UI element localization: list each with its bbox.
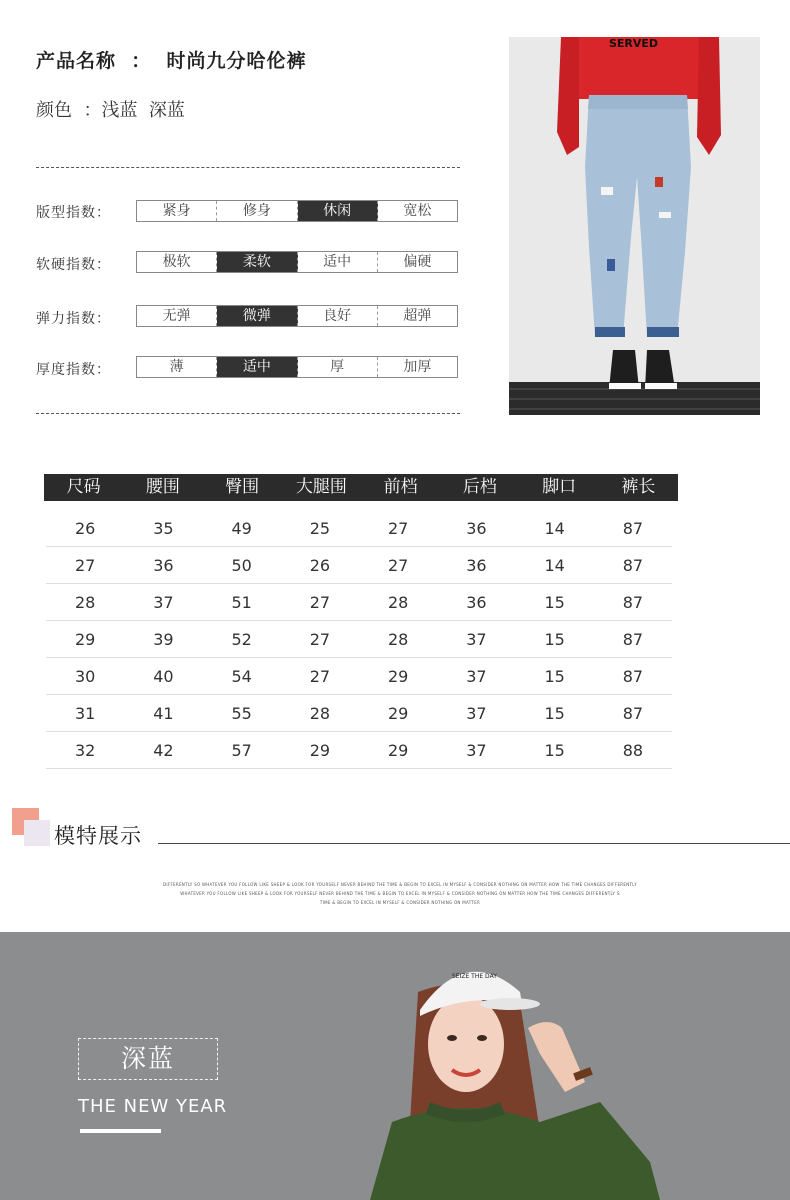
fine-print: DIFFERENTLY SO WHATEVER YOU FOLLOW LIKE SHEEP & LOOK FOR YOURSELF NEVER BEHIND THE TIME & BEGIN TO EXCEL IN MYSELF & CONSIDER NOTHING ON MATTER HOW THE TIME CHANGES DIFFERENTLY	[162, 882, 637, 887]
section-title: 模特展示	[54, 824, 142, 848]
table-row	[46, 658, 672, 695]
table-cell: 15	[544, 666, 565, 686]
table-cell: 27	[74, 555, 96, 575]
table-cell: 14	[544, 518, 565, 538]
table-row	[46, 547, 672, 584]
accent-square-light	[24, 820, 50, 846]
table-cell: 87	[622, 592, 644, 612]
table-cell: 32	[74, 740, 96, 760]
table-cell: 49	[231, 518, 252, 538]
column-header: 大腿围	[295, 477, 347, 497]
table-row	[46, 584, 672, 621]
column-header: 尺码	[66, 477, 101, 497]
table-cell: 52	[231, 629, 252, 649]
table-cell: 28	[74, 592, 96, 612]
index-option: 无弹	[137, 306, 217, 326]
table-cell: 40	[153, 666, 174, 686]
table-cell: 28	[387, 592, 409, 612]
index-label: 厚度指数：	[36, 362, 111, 378]
table-cell: 55	[231, 703, 252, 723]
index-option: 紧身	[137, 201, 217, 221]
column-header: 后档	[462, 477, 497, 497]
table-cell: 27	[309, 629, 331, 649]
table-cell: 37	[466, 740, 487, 760]
banner-underline	[80, 1129, 161, 1133]
column-header: 脚口	[542, 477, 577, 497]
index-scale	[136, 305, 458, 327]
table-cell: 36	[466, 555, 487, 575]
table-cell: 36	[466, 592, 487, 612]
svg-text:SERVED: SERVED	[609, 37, 659, 50]
svg-text:SEIZE THE DAY: SEIZE THE DAY	[452, 973, 497, 980]
table-cell: 15	[544, 629, 565, 649]
table-cell: 31	[74, 703, 96, 723]
divider-bottom	[36, 413, 460, 414]
index-scale	[136, 251, 458, 273]
table-cell: 30	[74, 666, 96, 686]
fine-print: TIME & BEGIN TO EXCEL IN MYSELF & CONSIDER NOTHING ON MATTER	[319, 900, 481, 905]
index-option: 极软	[137, 252, 217, 272]
index-option: 超弹	[403, 308, 432, 324]
table-cell: 14	[544, 555, 565, 575]
table-cell: 51	[231, 592, 252, 612]
table-cell: 37	[466, 666, 487, 686]
fine-print: WHATEVER YOU FOLLOW LIKE SHEEP & LOOK FOR YOURSELF NEVER BEHIND THE TIME & BEGIN TO EXCEL IN MYSELF & CONSIDER NOTHING ON MATTER HOW THE TIME CHANGES DIFFERENTLY S	[180, 891, 620, 896]
table-cell: 37	[466, 703, 487, 723]
index-label: 软硬指数：	[36, 257, 111, 273]
jeans-illustration	[509, 37, 760, 415]
table-cell: 35	[153, 518, 174, 538]
table-cell: 39	[153, 629, 174, 649]
table-cell: 87	[622, 703, 644, 723]
index-option: 偏硬	[403, 254, 432, 270]
product-name: 产品名称 ： 时尚九分哈伦裤	[36, 50, 307, 72]
index-label: 版型指数：	[36, 205, 111, 221]
color-badge: 深蓝	[78, 1038, 218, 1080]
index-option-selected: 适中	[217, 357, 297, 377]
table-row	[46, 621, 672, 658]
table-cell: 36	[466, 518, 487, 538]
product-colors: 颜色 ：浅蓝 深蓝	[36, 100, 185, 121]
table-cell: 50	[231, 555, 252, 575]
table-cell: 57	[231, 740, 252, 760]
index-option: 适中	[298, 252, 378, 272]
index-option: 修身	[217, 201, 297, 221]
index-label: 弹力指数：	[36, 311, 111, 327]
table-cell: 26	[74, 518, 96, 538]
table-cell: 29	[387, 703, 409, 723]
table-cell: 27	[387, 518, 409, 538]
table-cell: 41	[153, 703, 174, 723]
index-option: 良好	[298, 306, 378, 326]
table-cell: 54	[231, 666, 252, 686]
column-header: 臀围	[225, 477, 260, 497]
table-row	[46, 695, 672, 732]
divider-top	[36, 167, 460, 168]
table-cell: 36	[153, 555, 174, 575]
table-cell: 28	[387, 629, 409, 649]
column-header: 前档	[383, 477, 418, 497]
table-cell: 25	[309, 518, 331, 538]
table-cell: 87	[622, 666, 644, 686]
table-cell: 15	[544, 703, 565, 723]
section-underline	[158, 843, 790, 844]
index-option-selected: 微弹	[217, 306, 297, 326]
table-cell: 87	[622, 518, 644, 538]
table-cell: 15	[544, 740, 565, 760]
size-table-body	[46, 510, 672, 769]
index-option-selected: 休闲	[298, 201, 378, 221]
table-row	[46, 732, 672, 769]
table-cell: 28	[309, 703, 331, 723]
table-cell: 88	[622, 740, 644, 760]
index-option: 薄	[137, 357, 217, 377]
table-cell: 29	[309, 740, 331, 760]
table-cell: 27	[387, 555, 409, 575]
table-cell: 87	[622, 629, 644, 649]
column-header: 腰围	[145, 477, 180, 497]
product-photo	[509, 37, 760, 415]
size-table-header	[44, 474, 678, 501]
table-cell: 29	[387, 740, 409, 760]
table-cell: 29	[387, 666, 409, 686]
index-option: 宽松	[403, 203, 432, 219]
table-cell: 87	[622, 555, 644, 575]
index-option: 加厚	[403, 359, 432, 375]
table-cell: 29	[74, 629, 96, 649]
table-cell: 27	[309, 666, 331, 686]
table-cell: 42	[153, 740, 174, 760]
column-header: 裤长	[621, 477, 656, 497]
index-option-selected: 柔软	[217, 252, 297, 272]
table-row	[46, 510, 672, 547]
table-cell: 15	[544, 592, 565, 612]
table-cell: 37	[466, 629, 487, 649]
table-cell: 37	[153, 592, 174, 612]
index-scale	[136, 356, 458, 378]
index-scale	[136, 200, 458, 222]
table-cell: 27	[309, 592, 331, 612]
table-cell: 26	[309, 555, 331, 575]
banner-subtitle: THE NEW YEAR	[78, 1096, 228, 1117]
index-option: 厚	[298, 357, 378, 377]
